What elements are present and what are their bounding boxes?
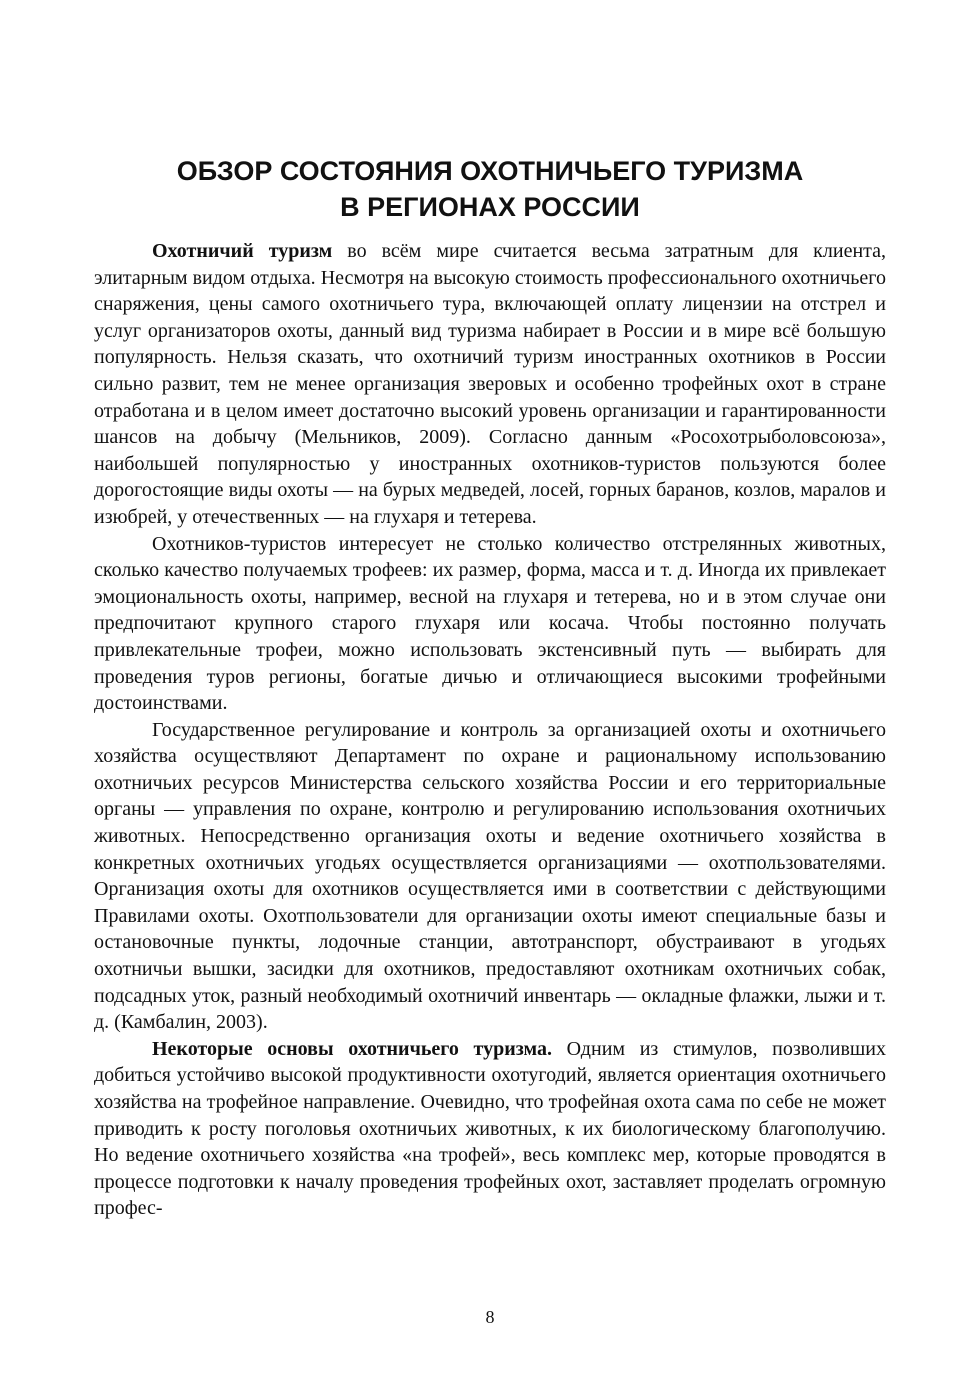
paragraph-2-text: Охотников-туристов интересует не столько количество отстрелянных животных, сколько качество получаемых трофеев: их размер, форма, масса и т. д. Иногда их привлекает эмоциональность охоты, например, весной на глухаря и тетерева, но и в этом случае они предпочитают крупного старого глухаря или косача. Чтобы постоянно получать привлекательные трофеи, можно использовать экстенсивный путь — выбирать для проведения туров регионы, богатые дичью и отличающиеся высокими трофейными достоинствами. xyxy=(94,532,886,715)
paragraph-1-text: во всём мире считается весьма затратным для клиента, элитарным видом отдыха. Несмотря на высокую стоимость профессионального охотничьего снаряжения, цены самого охотничьего тура, включающей оплату лицензии на отстрел и услуг организаторов охоты, данный вид туризма набирает в России и в мире всё большую популярность. Нельзя сказать, что охотничий туризм иностранных охотников в России сильно развит, тем не менее организация зверовых и особенно трофейных охот в стране отработана и в целом имеет достаточно высокий уровень организации и гарантированности шансов на добычу (Мельников, 2009). Согласно данным «Росохотрыболовсоюза», наибольшей популярностью у иностранных охотников-туристов пользуются более дорогостоящие виды охоты — на бурых медведей, лосей, горных баранов, козлов, маралов и изюбрей, у отечественных — на глухаря и тетерева. xyxy=(94,240,887,528)
paragraph-4-text: Одним из стимулов, позволивших добиться устойчиво высокой продуктивности охотугодий, является ориентация охотничьего хозяйства на трофейное направление. Очевидно, что трофейная охота сама по себе не может приводить к росту поголовья охотничьих животных, к их биологическому благополучию. Но ведение охотничьего хозяйства «на трофей», весь комплекс мер, которые проводятся в процессе подготовки к началу проведения трофейных охот, заставляет проделать огромную профес- xyxy=(94,1037,886,1220)
page-title-line-1: ОБЗОР СОСТОЯНИЯ ОХОТНИЧЬЕГО ТУРИЗМА xyxy=(176,156,804,186)
paragraph-1 xyxy=(94,238,886,531)
paragraph-3-text: Государственное регулирование и контроль за организацией охоты и охотничьего хозяйства осуществляют Департамент по охране и рациональному использованию охотничьих ресурсов Министерства сельского хозяйства России и его территориальные органы — управления по охране, контролю и регулированию использования охотничьих животных. Непосредственно организация охоты и ведение охотничьего хозяйства в конкретных охотничьих угодьях осуществляется организациями — охотпользователями. Организация охоты для охотников осуществляется ими в соответствии с действующими Правилами охоты. Охотпользователи для организации охоты имеют специальные базы и остановочные пункты, лодочные станции, автотранспорт, обустраивают в угодьях охотничьи вышки, засидки для охотников, предоставляют охотникам охотничьих собак, подсадных уток, разный необходимый охотничий инвентарь — окладные флажки, лыжи и т. д. (Камбалин, 2003). xyxy=(94,718,886,1034)
paragraph-3 xyxy=(94,717,886,1036)
body-text xyxy=(94,238,886,1222)
paragraph-4 xyxy=(94,1036,886,1222)
page-number: 8 xyxy=(485,1307,495,1327)
paragraph-2 xyxy=(94,531,886,717)
paragraph-4-lead: Некоторые основы охотничьего туризма. xyxy=(152,1037,552,1060)
paragraph-1-lead: Охотничий туризм xyxy=(152,240,333,262)
page-title-line-2: В РЕГИОНАХ РОССИИ xyxy=(340,192,640,222)
